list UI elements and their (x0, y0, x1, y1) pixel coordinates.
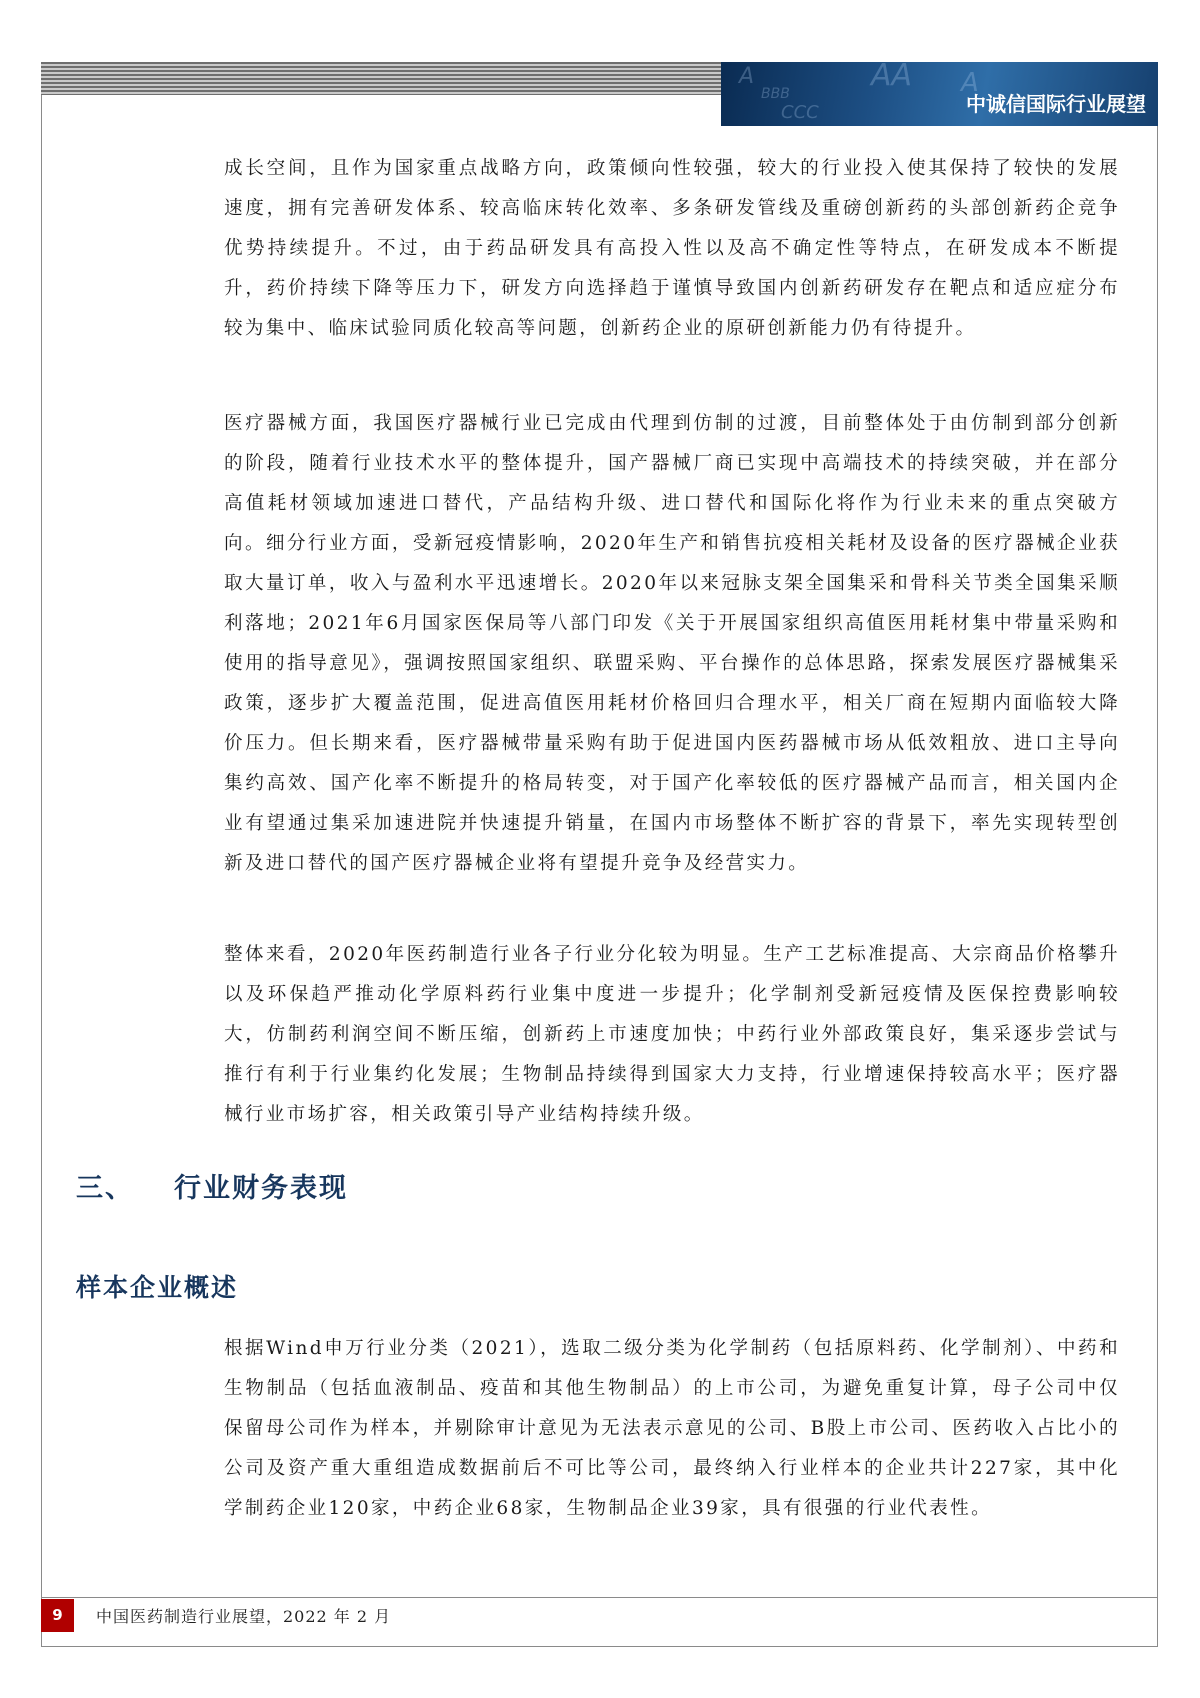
paragraph-medical-devices: 医疗器械方面，我国医疗器械行业已完成由代理到仿制的过渡，目前整体处于由仿制到部分创新的阶段，随着行业技术水平的整体提升，国产器械厂商已实现中高端技术的持续突破，并在部分高值耗材领域加速进口替代，产品结构升级、进口替代和国际化将作为行业未来的重点突破方向。细分行业方面，受新冠疫情影响，2020年生产和销售抗疫相关耗材及设备的医疗器械企业获取大量订单，收入与盈利水平迅速增长。2020年以来冠脉支架全国集采和骨科关节类全国集采顺利落地；2021年6月国家医保局等八部门印发《关于开展国家组织高值医用耗材集中带量采购和使用的指导意见》，强调按照国家组织、联盟采购、平台操作的总体思路，探索发展医疗器械集采政策，逐步扩大覆盖范围，促进高值医用耗材价格回归合理水平，相关厂商在短期内面临较大降价压力。但长期来看，医疗器械带量采购有助于促进国内医药器械市场从低效粗放、进口主导向集约高效、国产化率不断提升的格局转变，对于国产化率较低的医疗器械产品而言，相关国内企业有望通过集采加速进院并快速提升销量，在国内市场整体不断扩容的背景下，率先实现转型创新及进口替代的国产医疗器械企业将有望提升竞争及经营实力。 (224, 413, 1120, 874)
section-number: 三、 (76, 1173, 134, 1204)
header-deco-text: CCC (781, 102, 819, 123)
report-series-title: 中诚信国际行业展望 (966, 92, 1146, 116)
footer-publication-title: 中国医药制造行业展望，2022 年 2 月 (96, 1607, 392, 1626)
subsection-heading: 样本企业概述 (76, 1273, 239, 1302)
header-deco-text: AA (871, 62, 913, 93)
footer-divider (41, 1597, 1158, 1598)
paragraph-innovative-drugs: 成长空间，且作为国家重点战略方向，政策倾向性较强，较大的行业投入使其保持了较快的发展速度，拥有完善研发体系、较高临床转化效率、多条研发管线及重磅创新药的头部创新药企竞争优势持续提升。不过，由于药品研发具有高投入性以及高不确定性等特点，在研发成本不断提升，药价持续下降等压力下，研发方向选择趋于谨慎导致国内创新药研发存在靶点和适应症分布较为集中、临床试验同质化较高等问题，创新药企业的原研创新能力仍有待提升。 (224, 158, 1120, 339)
header-deco-text: A (961, 68, 979, 98)
section-title: 行业财务表现 (174, 1173, 348, 1204)
body-paragraph (224, 935, 1120, 1135)
body-paragraph (224, 1329, 1120, 1529)
body-paragraph (224, 149, 1120, 349)
body-paragraph (224, 404, 1120, 884)
paragraph-overall-summary: 整体来看，2020年医药制造行业各子行业分化较为明显。生产工艺标准提高、大宗商品价格攀升以及环保趋严推动化学原料药行业集中度进一步提升；化学制剂受新冠疫情及医保控费影响较大，仿制药利润空间不断压缩，创新药上市速度加快；中药行业外部政策良好，集采逐步尝试与推行有利于行业集约化发展；生物制品持续得到国家大力支持，行业增速保持较高水平；医疗器械行业市场扩容，相关政策引导产业结构持续升级。 (224, 944, 1120, 1125)
paragraph-sample-companies: 根据Wind申万行业分类（2021），选取二级分类为化学制药（包括原料药、化学制剂）、中药和生物制品（包括血液制品、疫苗和其他生物制品）的上市公司，为避免重复计算，母子公司中仅保留母公司作为样本，并剔除审计意见为无法表示意见的公司、B股上市公司、医药收入占比小的公司及资产重大重组造成数据前后不可比等公司，最终纳入行业样本的企业共计227家，其中化学制药企业120家，中药企业68家，生物制品企业39家，具有很强的行业代表性。 (224, 1338, 1120, 1519)
section-heading (76, 1166, 348, 1205)
header-banner (721, 62, 1158, 126)
header-deco-text: A (739, 64, 755, 89)
header-stripe-band (41, 62, 721, 95)
page-number-badge: 9 (41, 1599, 74, 1632)
header-deco-text: BBB (761, 86, 790, 102)
